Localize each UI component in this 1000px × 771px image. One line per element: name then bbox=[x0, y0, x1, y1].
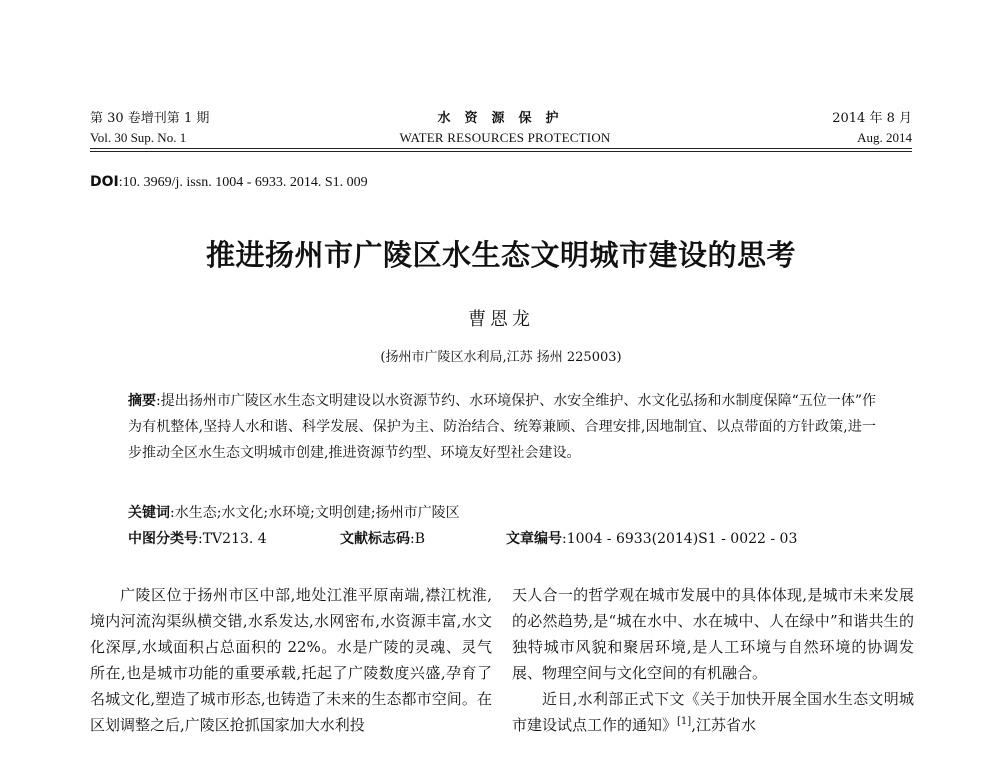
doi-line bbox=[90, 174, 368, 191]
header-date bbox=[700, 109, 912, 147]
body-paragraph-text: 近日,水利部正式下文《关于加快开展全国水生态文明城市建设试点工作的通知》 bbox=[512, 690, 914, 734]
header-volume-en: Vol. 30 Sup. No. 1 bbox=[90, 130, 187, 145]
keywords-text: :水生态;水文化;水环境;文明创建;扬州市广陵区 bbox=[170, 505, 460, 521]
citation-ref: [1] bbox=[677, 716, 692, 727]
doi-value: :10. 3969/j. issn. 1004 - 6933. 2014. S1. 009 bbox=[118, 175, 368, 190]
header-journal bbox=[330, 109, 680, 147]
abstract-label: 摘要 bbox=[128, 393, 157, 409]
body-column-left bbox=[90, 582, 492, 738]
document-code bbox=[340, 526, 425, 552]
header-date-cn: 2014 年 8 月 bbox=[832, 111, 912, 126]
doi-label: DOI bbox=[90, 174, 119, 190]
article-number-label: 文章编号 bbox=[506, 531, 562, 547]
clc-value: :TV213. 4 bbox=[198, 531, 267, 547]
article-author: 曹恩龙 bbox=[468, 309, 534, 330]
doc-code-value: :B bbox=[410, 531, 426, 547]
body-paragraph-tail: ,江苏省水 bbox=[691, 716, 756, 734]
body-paragraph: 广陵区位于扬州市区中部,地处江淮平原南端,襟江枕淮,境内河流沟渠纵横交错,水系发达,水网密布,水资源丰富,水文化深厚,水域面积占总面积的 22%。水是广陵的灵魂、灵气所在,也是城市功能的重要承载,托起了广陵数度兴盛,孕育了名城文化,塑造了城市形态,也铸造了未来的生态都市空间。在区划调整之后,广陵区抢抓国家加大水利投 bbox=[90, 586, 492, 734]
author-affiliation: (扬州市广陵区水利局,江苏 扬州 225003) bbox=[380, 350, 622, 365]
clc-number bbox=[128, 526, 267, 552]
header-date-en: Aug. 2014 bbox=[857, 130, 912, 145]
article-number bbox=[506, 526, 797, 552]
body-column-right bbox=[512, 582, 914, 738]
body-paragraph bbox=[512, 686, 914, 738]
header-journal-cn: 水资源保护 bbox=[437, 111, 573, 126]
keywords-label: 关键词 bbox=[128, 505, 170, 521]
doc-code-label: 文献标志码 bbox=[340, 531, 410, 547]
keywords bbox=[128, 500, 876, 526]
article-number-value: :1004 - 6933(2014)S1 - 0022 - 03 bbox=[562, 531, 798, 547]
body-paragraph: 天人合一的哲学观在城市发展中的具体体现,是城市未来发展的必然趋势,是“城在水中、水在城中、人在绿中”和谐共生的独特城市风貌和聚居环境,是人工环境与自然环境的协调发展、物理空间与文化空间的有机融合。 bbox=[512, 586, 914, 682]
header-rule-bottom bbox=[90, 151, 912, 152]
clc-label: 中图分类号 bbox=[128, 531, 198, 547]
abstract bbox=[128, 388, 876, 466]
article-title: 推进扬州市广陵区水生态文明城市建设的思考 bbox=[205, 238, 796, 272]
header-rule-top bbox=[90, 148, 912, 149]
header-volume bbox=[90, 109, 209, 147]
header-journal-en: WATER RESOURCES PROTECTION bbox=[399, 130, 611, 145]
abstract-text: :提出扬州市广陵区水生态文明建设以水资源节约、水环境保护、水安全维护、水文化弘扬和水制度保障“五位一体”作为有机整体,坚持人水和谐、科学发展、保护为主、防治结合、统筹兼顾、合理安排,因地制宜、以点带面的方针政策,进一步推动全区水生态文明城市创建,推进资源节约型、环境友好型社会建设。 bbox=[128, 393, 877, 461]
header-volume-cn: 第 30 卷增刊第 1 期 bbox=[90, 111, 210, 126]
